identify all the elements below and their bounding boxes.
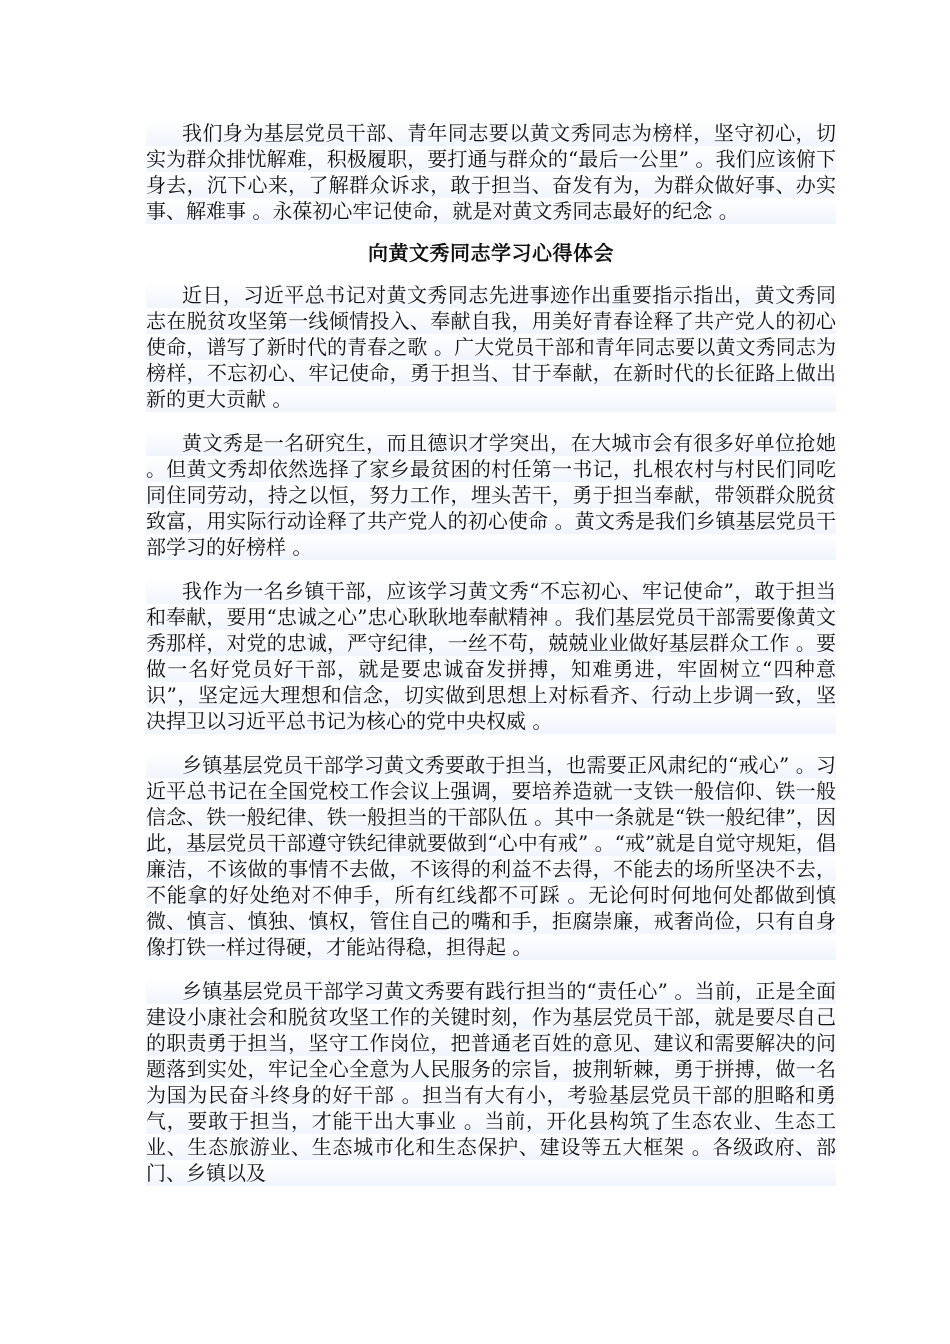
body-paragraph-4: 乡镇基层党员干部学习黄文秀要敢于担当，也需要正风肃纪的“戒心” 。习近平总书记在全国党校工作会议上强调，要培养造就一支铁一般信仰、铁一般信念、铁一般纪律、铁一般担当的干部队伍 。其中一条就是“铁一般纪律”，因此，基层党员干部遵守铁纪律就要做到“心中有戒” 。“戒”就是自觉守规矩，倡廉洁，不该做的事情不去做，不该得的利益不去得，不能去的场所坚决不去，不能拿的好处绝对不伸手，所有红线都不可踩 。无论何时何地何处都做到慎微、慎言、慎独、慎权，管住自己的嘴和手，拒腐崇廉，戒奢尚俭，只有自身像打铁一样过得硬，才能站得稳，担得起 。 [146, 753, 836, 959]
body-paragraph-1: 近日，习近平总书记对黄文秀同志先进事迹作出重要指示指出，黄文秀同志在脱贫攻坚第一线倾情投入、奉献自我，用美好青春诠释了共产党人的初心使命，谱写了新时代的青春之歌 。广大党员干部和青年同志要以黄文秀同志为榜样，不忘初心、牢记使命，勇于担当、甘于奉献，在新时代的长征路上做出新的更大贡献 。 [146, 283, 836, 411]
body-paragraph-5: 乡镇基层党员干部学习黄文秀要有践行担当的“责任心” 。当前，正是全面建设小康社会和脱贫攻坚工作的关键时刻，作为基层党员干部，就是要尽自己的职责勇于担当，坚守工作岗位，把普通老百姓的意见、建议和需要解决的问题落到实处，牢记全心全意为人民服务的宗旨，披荆斩棘，勇于拼搏，做一名为国为民奋斗终身的好干部 。担当有大有小，考验基层党员干部的胆略和勇气，要敢于担当，才能干出大事业 。当前，开化县构筑了生态农业、生态工业、生态旅游业、生态城市化和生态保护、建设等五大框架 。各级政府、部门、乡镇以及 [146, 979, 836, 1185]
intro-paragraph: 我们身为基层党员干部、青年同志要以黄文秀同志为榜样，坚守初心，切实为群众排忧解难，积极履职，要打通与群众的“最后一公里” 。我们应该俯下身去，沉下心来，了解群众诉求，敢于担当、奋发有为，为群众做好事、办实事、解难事 。永葆初心牢记使命，就是对黄文秀同志最好的纪念 。 [146, 121, 836, 223]
document-page [146, 120, 836, 1204]
body-paragraph-3: 我作为一名乡镇干部，应该学习黄文秀“不忘初心、牢记使命”，敢于担当和奉献，要用“忠诚之心”忠心耿耿地奉献精神 。我们基层党员干部需要像黄文秀那样，对党的忠诚，严守纪律，一丝不苟，兢兢业业做好基层群众工作 。要做一名好党员好干部，就是要忠诚奋发拼搏，知难勇进，牢固树立“四种意识”，坚定远大理想和信念，切实做到思想上对标看齐、行动上步调一致，坚决捍卫以习近平总书记为核心的党中央权威 。 [146, 579, 836, 733]
body-paragraph-2: 黄文秀是一名研究生，而且德识才学突出，在大城市会有很多好单位抢她 。但黄文秀却依然选择了家乡最贫困的村任第一书记，扎根农村与村民们同吃同住同劳动，持之以恒，努力工作，埋头苦干，勇于担当奉献，带领群众脱贫致富，用实际行动诠释了共产党人的初心使命 。黄文秀是我们乡镇基层党员干部学习的好榜样 。 [146, 431, 836, 559]
document-title: 向黄文秀同志学习心得体会 [368, 241, 614, 265]
